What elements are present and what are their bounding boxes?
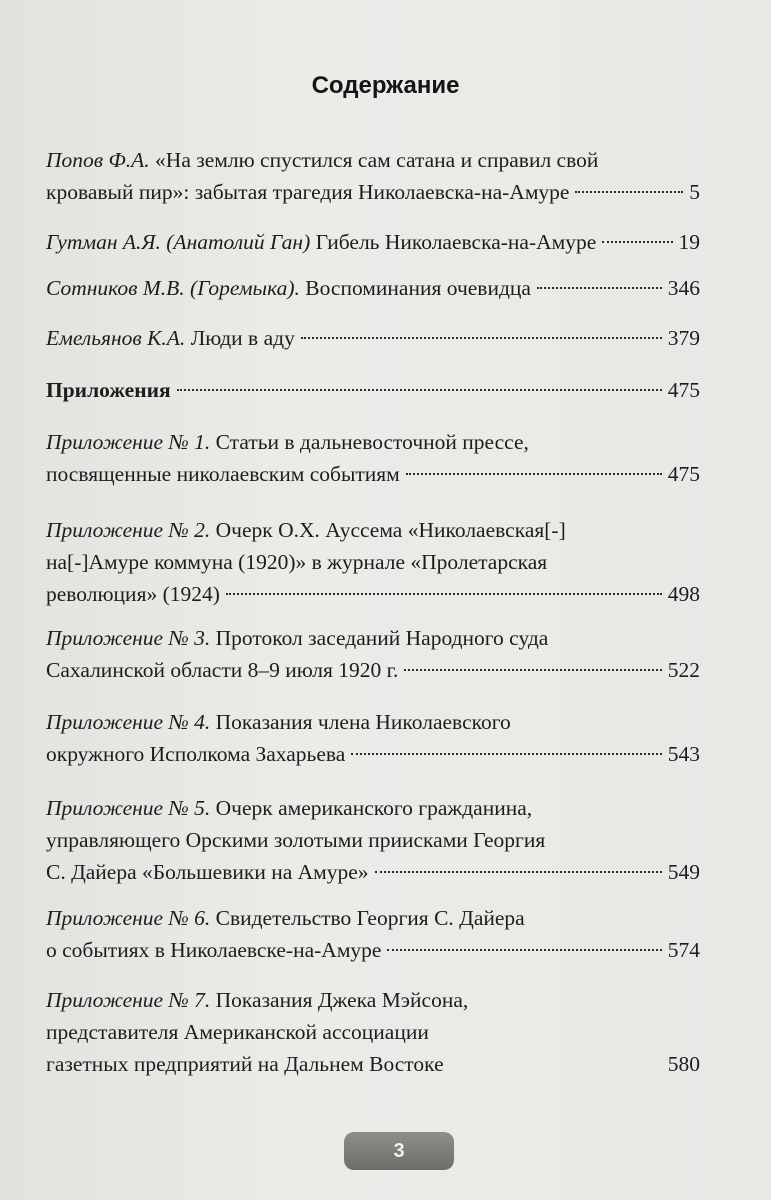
toc-entry-title: посвященные николаевским событиям	[46, 462, 400, 486]
toc-entry-title: Люди в аду	[190, 326, 295, 350]
toc-entry-title: Показания члена Николаевского	[215, 710, 511, 734]
toc-entry	[46, 622, 700, 686]
toc-page-number: 346	[667, 276, 700, 300]
toc-entry-author: Приложение № 5.	[46, 796, 211, 820]
toc-entry	[46, 144, 700, 208]
toc-entry-title: «На землю спустился сам сатана и справил свой	[155, 148, 599, 172]
dot-leader	[387, 949, 661, 951]
toc-entry-line	[46, 374, 700, 406]
toc-entry	[46, 322, 700, 354]
dot-leader	[177, 389, 662, 391]
toc-entry-line	[46, 514, 700, 546]
toc-entry-title: Воспоминания очевидца	[305, 276, 531, 300]
toc-entry-author: Приложение № 6.	[46, 906, 211, 930]
dot-leader	[301, 337, 662, 339]
dot-leader	[404, 669, 661, 671]
toc-entry-line	[46, 578, 700, 610]
toc-entry-title: газетных предприятий на Дальнем Востоке	[46, 1052, 444, 1076]
toc-entry-author: Приложение № 2.	[46, 518, 211, 542]
toc-page-number: 475	[667, 378, 700, 402]
toc-entry-title: кровавый пир»: забытая трагедия Николаевска-на-Амуре	[46, 180, 570, 204]
toc-entry-author: Приложение № 3.	[46, 626, 211, 650]
toc-entry-line	[46, 792, 700, 824]
toc-entry-title: Протокол заседаний Народного суда	[215, 626, 549, 650]
toc-page-number: 549	[667, 860, 700, 884]
toc-entry-line	[46, 322, 700, 354]
toc-entry-line	[46, 622, 700, 654]
dot-leader	[226, 593, 662, 595]
toc-entry	[46, 226, 700, 258]
toc-entry	[46, 984, 700, 1080]
toc-page-number: 19	[678, 230, 700, 254]
toc-entry	[46, 706, 700, 770]
toc-entry-line	[46, 654, 700, 686]
toc-entry-line: представителя Американской ассоциации	[46, 1020, 429, 1044]
toc-entry-title: окружного Исполкома Захарьева	[46, 742, 346, 766]
toc-entry-title: Очерк О.Х. Ауссема «Николаевская[-]	[215, 518, 566, 542]
toc-entry-line	[46, 426, 700, 458]
toc-page-number: 580	[667, 1052, 700, 1076]
toc-entry-title: революция» (1924)	[46, 582, 220, 606]
toc-entry-title: Очерк американского гражданина,	[215, 796, 533, 820]
toc-entry-line	[46, 934, 700, 966]
toc-entry-author: Приложение № 1.	[46, 430, 211, 454]
toc-entry-title: Показания Джека Мэйсона,	[215, 988, 469, 1012]
dot-leader	[575, 191, 683, 193]
toc-entry-author: Приложение № 4.	[46, 710, 211, 734]
dot-leader	[351, 753, 661, 755]
dot-leader	[537, 287, 662, 289]
toc-entry-appendices	[46, 374, 700, 406]
toc-entry-line	[46, 856, 700, 888]
toc-entry-line	[46, 176, 700, 208]
toc-entry-line	[46, 738, 700, 770]
toc-entry-line	[46, 902, 700, 934]
toc-entry-author: Попов Ф.А.	[46, 148, 150, 172]
toc-entry-line: на[-]Амуре коммуна (1920)» в журнале «Пролетарская	[46, 550, 548, 574]
toc-page-number: 5	[689, 180, 700, 204]
toc-entry-line	[46, 226, 700, 258]
toc-section-title: Приложения	[46, 378, 171, 402]
toc-entry-line: управляющего Орскими золотыми приисками Георгия	[46, 828, 546, 852]
toc-entry-line	[46, 272, 700, 304]
toc-entry	[46, 902, 700, 966]
toc-entry-title: Свидетельство Георгия С. Дайера	[215, 906, 525, 930]
toc-entry	[46, 272, 700, 304]
toc-entry-line	[46, 984, 700, 1016]
toc-page-number: 574	[667, 938, 700, 962]
toc-entry	[46, 514, 700, 610]
toc-entry-author: Приложение № 7.	[46, 988, 211, 1012]
toc-entry-title: Гибель Николаевска-на-Амуре	[315, 230, 597, 254]
toc-entry	[46, 426, 700, 490]
toc-page-number: 379	[667, 326, 700, 350]
dot-leader	[375, 871, 662, 873]
toc-entry-title: о событиях в Николаевске-на-Амуре	[46, 938, 382, 962]
toc-entry	[46, 792, 700, 888]
toc-entry-author: Емельянов К.А.	[46, 326, 186, 350]
toc-page-number: 498	[667, 582, 700, 606]
page-folio-number: 3	[344, 1132, 454, 1170]
toc-entry-line	[46, 144, 700, 176]
page-title: Содержание	[311, 72, 460, 99]
toc-page-number: 475	[667, 462, 700, 486]
dot-leader	[602, 241, 672, 243]
toc-entry-title: Сахалинской области 8–9 июля 1920 г.	[46, 658, 399, 682]
toc-entry-title: Статьи в дальневосточной прессе,	[215, 430, 529, 454]
toc-entry-line	[46, 458, 700, 490]
toc-entry-author: Сотников М.В. (Горемыка).	[46, 276, 300, 300]
dot-leader	[406, 473, 662, 475]
toc-entry-author: Гутман А.Я. (Анатолий Ган)	[46, 230, 311, 254]
toc-entry-title: С. Дайера «Большевики на Амуре»	[46, 860, 369, 884]
toc-entry-line	[46, 1048, 700, 1080]
toc-page-number: 522	[667, 658, 700, 682]
toc-entry-line	[46, 706, 700, 738]
toc-page-number: 543	[667, 742, 700, 766]
